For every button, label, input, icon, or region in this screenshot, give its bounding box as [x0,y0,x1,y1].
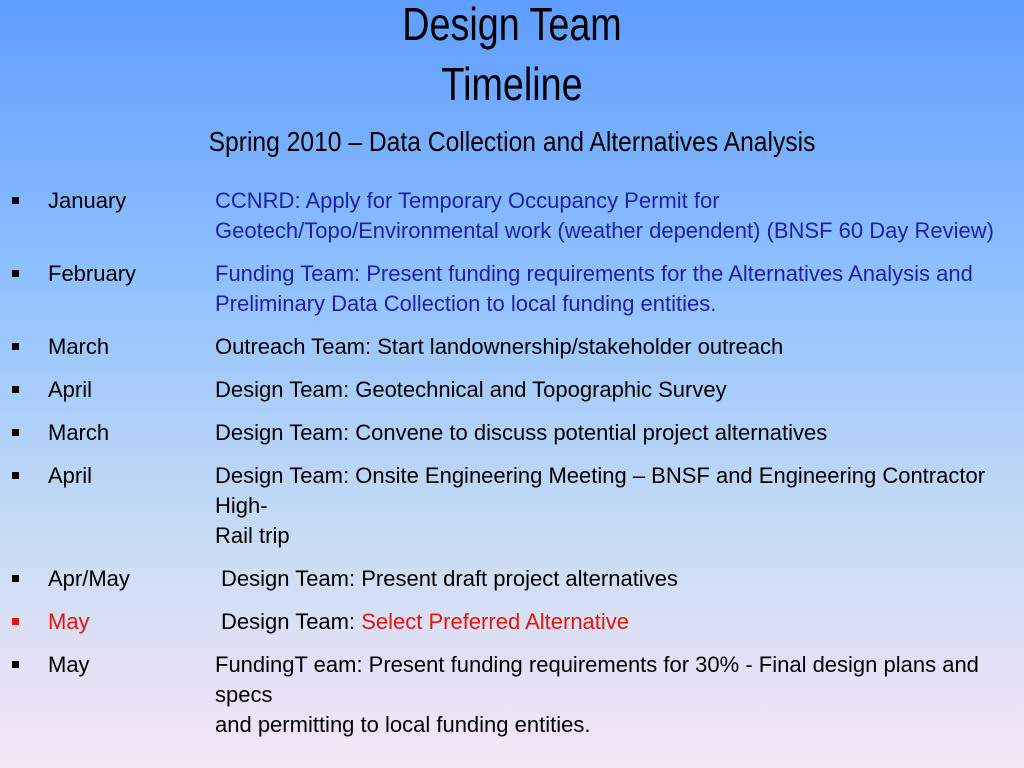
description-line: Preliminary Data Collection to local funding entities. [215,291,717,316]
slide-title [0,0,1024,160]
month-label: April [48,463,93,488]
month-label: May [48,609,90,634]
item-description: Design Team: Present draft project alternatives [221,566,678,591]
square-bullet-icon [12,429,19,436]
month-label: Apr/May [48,566,130,591]
square-bullet-icon [12,661,19,668]
item-description: Design Team: Convene to discuss potential project alternatives [215,420,828,445]
slide-subtitle: Spring 2010 – Data Collection and Alternatives Analysis [208,126,816,157]
timeline-item-april [0,375,1024,405]
description-prefix: Design Team: [221,609,362,634]
highlighted-text: Select Preferred Alternative [361,609,630,634]
description-line: Design Team: Onsite Engineering Meeting – BNSF and Engineering Contractor High- [215,463,986,518]
description-line: Rail trip [215,523,290,548]
square-bullet-icon [12,270,19,277]
square-bullet-icon [12,575,19,582]
square-bullet-icon [12,197,19,204]
month-label: February [48,261,137,286]
title-line-1: Design Team [402,0,622,50]
month-label: March [48,334,110,359]
item-description: Outreach Team: Start landownership/stakeholder outreach [215,334,784,359]
month-label: January [48,188,127,213]
timeline-list [0,186,1024,753]
timeline-item-february [0,259,1024,319]
timeline-item-march [0,332,1024,362]
item-description: Design Team: Geotechnical and Topographic Survey [215,377,727,402]
square-bullet-icon [12,618,19,625]
square-bullet-icon [12,472,19,479]
square-bullet-icon [12,343,19,350]
description-line: Geotech/Topo/Environmental work (weather dependent) (BNSF 60 Day Review) [215,218,994,243]
timeline-item-may [0,650,1024,740]
square-bullet-icon [12,386,19,393]
description-line: Funding Team: Present funding requirements for the Alternatives Analysis and [215,261,973,286]
item-description [215,607,1021,637]
month-label: April [48,377,93,402]
item-description [215,461,1015,551]
item-description [215,650,1015,740]
item-description [215,259,1015,319]
month-label: March [48,420,110,445]
timeline-item-may-highlight [0,607,1024,637]
item-description [215,186,1015,246]
timeline-item-march-2 [0,418,1024,448]
timeline-item-january [0,186,1024,246]
description-line: FundingT eam: Present funding requirements for 30% - Final design plans and specs [215,652,979,707]
title-line-2: Timeline [441,58,583,110]
description-line: and permitting to local funding entities. [215,712,591,737]
timeline-item-april-2 [0,461,1024,551]
month-label: May [48,652,90,677]
description-line: CCNRD: Apply for Temporary Occupancy Permit for [215,188,720,213]
timeline-item-apr-may [0,564,1024,594]
